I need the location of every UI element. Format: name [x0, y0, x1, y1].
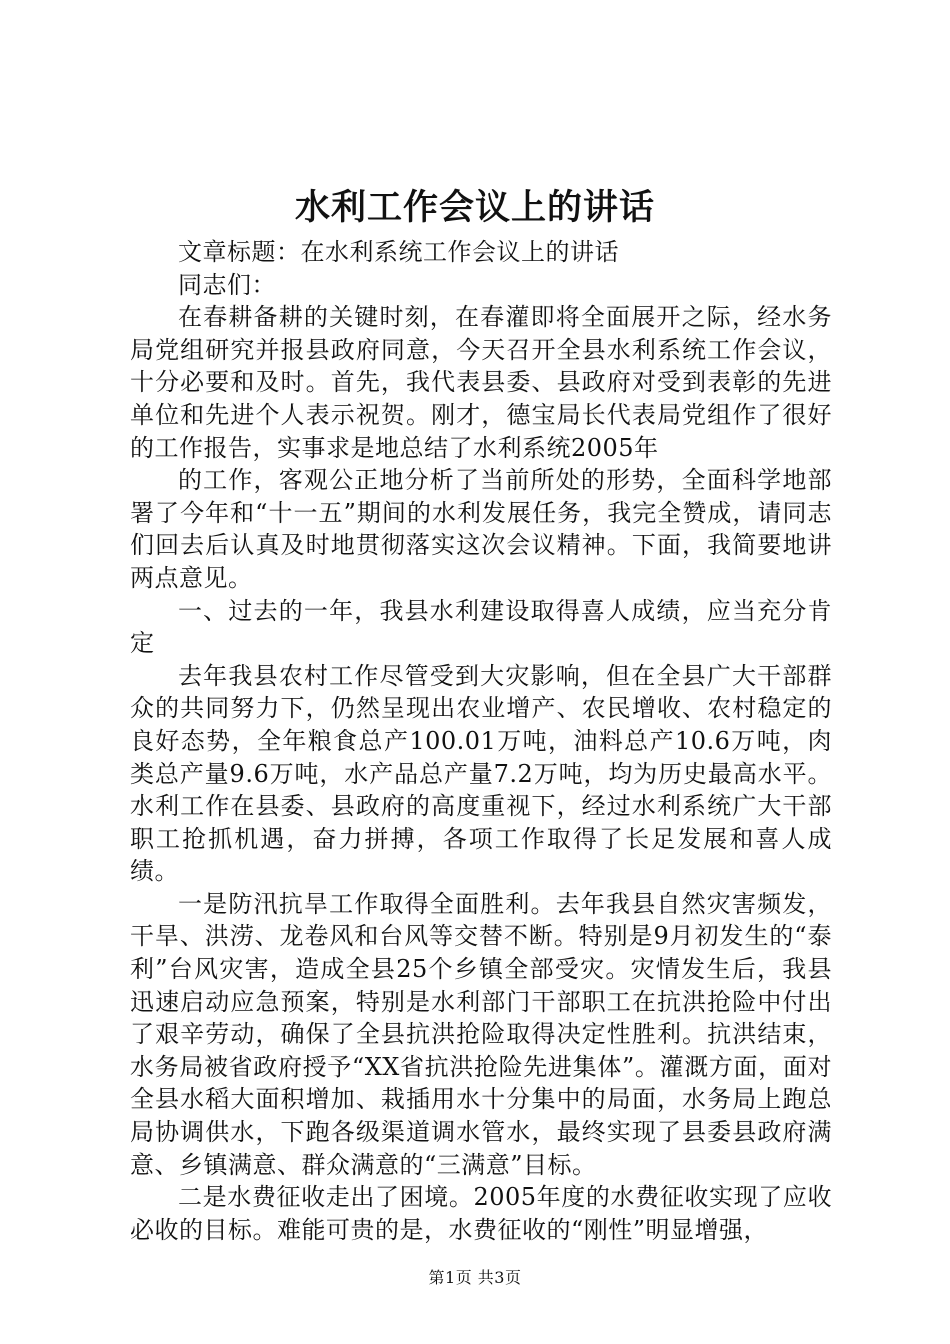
- paragraph: 二是水费征收走出了困境。2005年度的水费征收实现了应收必收的目标。难能可贵的是，水费征收的“刚性”明显增强，: [130, 1183, 832, 1244]
- paragraph: 的工作，客观公正地分析了当前所处的形势，全面科学地部署了今年和“十一五”期间的水利发展任务，我完全赞成，请同志们回去后认真及时地贯彻落实这次会议精神。下面，我简要地讲两点意见。: [130, 466, 832, 592]
- page-number-footer: 第1页 共3页: [428, 1268, 522, 1287]
- document-title: 水利工作会议上的讲话: [294, 187, 655, 228]
- paragraph: 在春耕备耕的关键时刻，在春灌即将全面展开之际，经水务局党组研究并报县政府同意，今天召开全县水利系统工作会议，十分必要和及时。首先，我代表县委、县政府对受到表彰的先进单位和先进个人表示祝贺。刚才，德宝局长代表局党组作了很好的工作报告，实事求是地总结了水利系统2005年: [130, 303, 832, 462]
- paragraph: 去年我县农村工作尽管受到大灾影响，但在全县广大干部群众的共同努力下，仍然呈现出农业增产、农民增收、农村稳定的良好态势，全年粮食总产100.01万吨，油料总产10.6万吨，肉类总产量9.6万吨，水产品总产量7.2万吨，均为历史最高水平。水利工作在县委、县政府的高度重视下，经过水利系统广大干部职工抢抓机遇，奋力拼搏，各项工作取得了长足发展和喜人成绩。: [130, 661, 832, 886]
- paragraph: 一是防汛抗旱工作取得全面胜利。去年我县自然灾害频发，干旱、洪涝、龙卷风和台风等交替不断。特别是9月初发生的“泰利”台风灾害，造成全县25个乡镇全部受灾。灾情发生后，我县迅速启动应急预案，特别是水利部门干部职工在抗洪抢险中付出了艰辛劳动，确保了全县抗洪抢险取得决定性胜利。抗洪结束，水务局被省政府授予“XX省抗洪抢险先进集体”。灌溉方面，面对全县水稻大面积增加、栽插用水十分集中的局面，水务局上跑总局协调供水，下跑各级渠道调水管水，最终实现了县委县政府满意、乡镇满意、群众满意的“三满意”目标。: [130, 889, 832, 1179]
- salutation: 同志们：: [178, 270, 276, 299]
- document-body: [130, 236, 832, 1246]
- article-title-line: 文章标题：在水利系统工作会议上的讲话: [178, 238, 619, 266]
- section-heading: 一、过去的一年，我县水利建设取得喜人成绩，应当充分肯定: [130, 596, 832, 658]
